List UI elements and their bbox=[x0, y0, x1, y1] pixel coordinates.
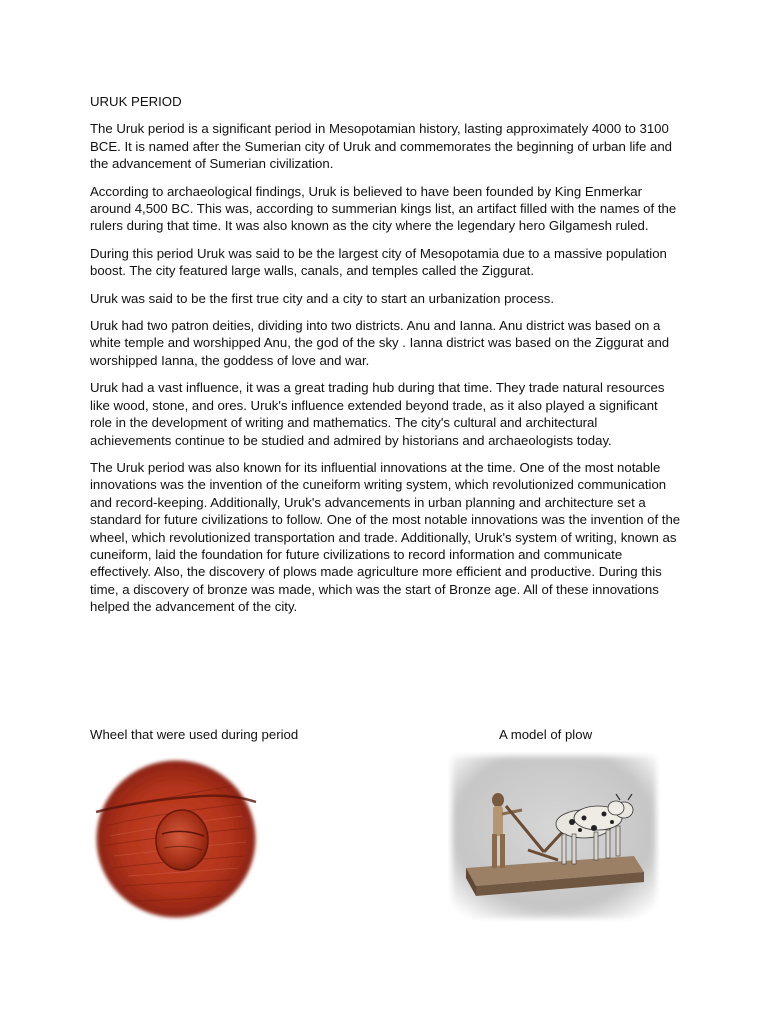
paragraph-deities: Uruk had two patron deities, dividing into two districts. Anu and Ianna. Anu district was based on a white temple and worshipped Anu, the god of the sky . Ianna district was based on the Ziggurat and worshipped Ianna, the goddess of love and war. bbox=[90, 318, 670, 368]
plow-caption: A model of plow bbox=[499, 727, 593, 742]
wheel-caption: Wheel that were used during period bbox=[90, 727, 299, 742]
paragraph-innovations: The Uruk period was also known for its influential innovations at the time. One of the most notable innovations was the invention of the cuneiform writing system, which revolutionized communication and record-keeping. Additionally, Uruk's advancements in urban planning and architecture set a standard for future civilizations to follow. One of the most notable innovations was the invention of the wheel, which revolutionized transportation and trade. Additionally, Uruk's system of writing, known as cuneiform, laid the foundation for future civilizations to record information and communicate effectively. Also, the discovery of plows made agriculture more efficient and productive. During this time, a discovery of bronze was made, which was the start of Bronze age. All of these innovations helped the advancement of the city. bbox=[90, 459, 681, 615]
document-body bbox=[90, 93, 682, 626]
paragraph-largest-city: During this period Uruk was said to be the largest city of Mesopotamia due to a massive population boost. The city featured large walls, canals, and temples called the Ziggurat. bbox=[90, 245, 667, 279]
paragraph-influence: Uruk had a vast influence, it was a great trading hub during that time. They trade natural resources like wood, stone, and ores. Uruk's influence extended beyond trade, as it also played a significant role in the development of writing and mathematics. The city's cultural and architectural achievements continue to be studied and admired by historians and archaeologists today. bbox=[90, 380, 665, 448]
plow-model-image bbox=[448, 752, 660, 922]
document-title: URUK PERIOD bbox=[90, 94, 182, 109]
wheel-image bbox=[92, 756, 260, 922]
paragraph-intro: The Uruk period is a significant period in Mesopotamian history, lasting approximately 4000 to 3100 BCE. It is named after the Sumerian city of Uruk and commemorates the beginning of urban life and the advancement of Sumerian civilization. bbox=[90, 121, 673, 172]
paragraph-founding: According to archaeological findings, Uruk is believed to have been founded by King Enmerkar around 4,500 BC. This was, according to summerian kings list, an artifact filled with the names of the rulers during that time. It was also known as the city where the legendary hero Gilgamesh ruled. bbox=[90, 183, 677, 234]
paragraph-first-city: Uruk was said to be the first true city and a city to start an urbanization process. bbox=[90, 290, 554, 306]
